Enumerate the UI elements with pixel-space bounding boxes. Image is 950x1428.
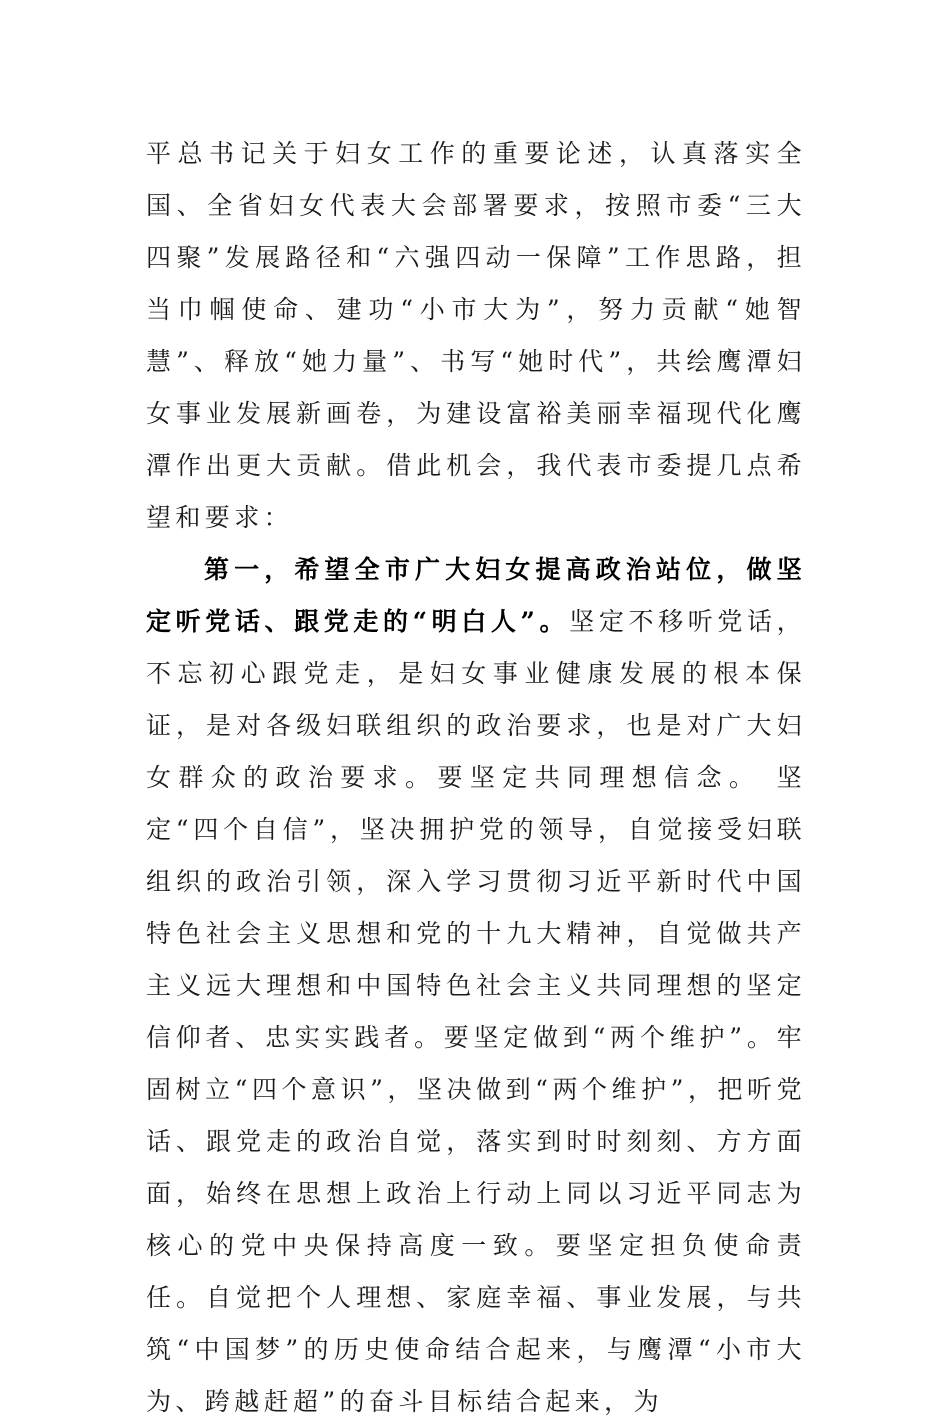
paragraph-body-text: 坚定不移听党话，不忘初心跟党走，是妇女事业健康发展的根本保证，是对各级妇联组织的政治要求，也是对广大妇女群众的政治要求。要坚定共同理想信念。 坚定“四个自信”，坚决拥护党的领导，自觉接受妇联组织的政治引领，深入学习贯彻习近平新时代中国特色社会主义思想和党的十九大精神，自觉做共产主义远大理想和中国特色社会主义共同理想的坚定信仰者、忠实实践者。要坚定做到“两个维护”。牢固树立“四个意识”，坚决做到“两个维护”，把听党话、跟党走的政治自觉，落实到时时刻刻、方方面面，始终在思想上政治上行动上同以习近平同志为核心的党中央保持高度一致。要坚定担负使命责任。自觉把个人理想、家庭幸福、事业发展，与共筑“中国梦”的历史使命结合起来，与鹰潭“小市大为、跨越赶超”的奋斗目标结合起来，为 [146,607,807,1416]
document-body [146,128,806,1428]
paragraph-continuation: 平总书记关于妇女工作的重要论述，认真落实全国、全省妇女代表大会部署要求，按照市委“三大四聚”发展路径和“六强四动一保障”工作思路，担当巾帼使命、建功“小市大为”，努力贡献“她智慧”、释放“她力量”、书写“她时代”，共绘鹰潭妇女事业发展新画卷，为建设富裕美丽幸福现代化鹰潭作出更大贡献。借此机会，我代表市委提几点希望和要求： [146,139,806,532]
paragraph-first-point [146,544,806,1428]
paragraph-heading-bold: 第一，希望全市广大妇女提高政治站位，做坚定听党话、跟党走的“明白人”。 [146,555,806,636]
